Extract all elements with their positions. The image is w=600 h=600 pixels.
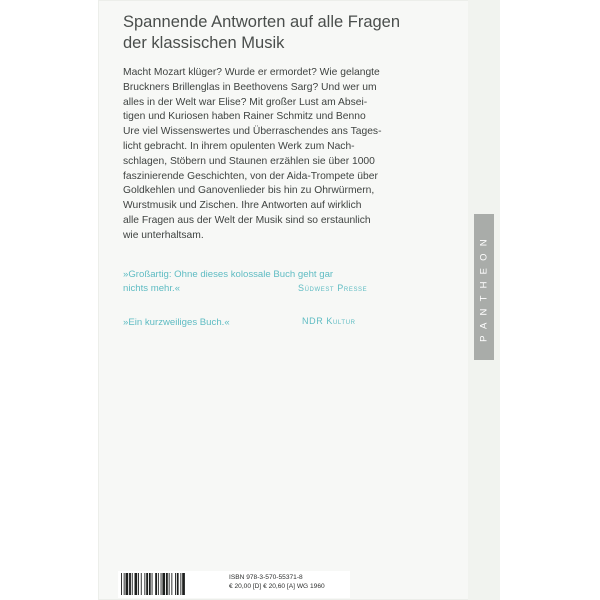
barcode-bar [180, 573, 181, 595]
barcode-bar [144, 573, 145, 595]
barcode-bar [162, 573, 165, 595]
barcode-bar [152, 573, 153, 595]
blurb-line: Wurstmusik und Zischen. Ihre Antworten auf wirklich [123, 200, 362, 212]
barcode-bar [155, 573, 157, 595]
barcode-bar [138, 573, 139, 595]
price-line: € 20,00 [D] € 20,60 [A] WG 1960 [229, 583, 325, 590]
headline-line: der klassischen Musik [123, 34, 285, 52]
blurb-line: Goldkehlen und Ganovenlieder bis hin zu Ohrwürmern, [123, 185, 375, 197]
barcode-bar [126, 573, 129, 595]
blurb-line: schlagen, Stöbern und Staunen erzählen sie über 1000 [123, 155, 375, 167]
barcode-bar [158, 573, 159, 595]
review-source: NDR Kultur [302, 316, 356, 326]
blurb-line: Ure viel Wissenswertes und Überraschendes ans Tages- [123, 126, 382, 138]
blurb-line: faszinierende Geschichten, von der Aida-Trompete über [123, 170, 378, 182]
barcode-bar [175, 573, 176, 595]
barcode-bar [129, 573, 131, 595]
cover-headline [123, 12, 443, 54]
barcode-bar [146, 573, 148, 595]
blurb-line: wie unterhaltsam. [123, 229, 204, 241]
barcode-bar [121, 573, 122, 595]
blurb-line: Macht Mozart klüger? Wurde er ermordet? Wie gelangte [123, 67, 380, 78]
review-quote-line: »Ein kurzweiliges Buch.« [123, 317, 230, 328]
isbn-number: ISBN 978-3-570-55371-8 [229, 574, 303, 581]
review-quote-line: nichts mehr.« [123, 283, 181, 294]
barcode-bar [166, 573, 168, 595]
blurb-line: licht gebracht. In ihrem opulenten Werk zum Nach- [123, 140, 355, 152]
review-quote-line: »Großartig: Ohne dieses kolossale Buch geht gar [123, 269, 334, 280]
barcode-image [120, 573, 224, 595]
publisher-name: PANTHEON [478, 232, 490, 342]
barcode-bar [141, 573, 142, 595]
barcode-bar [177, 573, 179, 595]
barcode-bar [132, 573, 133, 595]
publisher-label [474, 214, 494, 360]
blurb-line: alle Fragen aus der Welt der Musik sind so erstaunlich [123, 214, 371, 226]
barcode-bar [171, 573, 172, 595]
isbn-block [229, 573, 325, 591]
barcode-bar [161, 573, 162, 595]
barcode-bar [149, 573, 151, 595]
barcode-bar [135, 573, 138, 595]
barcode-bar [124, 573, 125, 595]
headline-line: Spannende Antworten auf alle Fragen [123, 13, 401, 31]
review-source: Südwest Presse [298, 283, 368, 293]
barcode-bar [169, 573, 170, 595]
blurb-line: alles in der Welt war Elise? Mit großer Lust am Absei- [123, 96, 368, 108]
barcode-panel [118, 571, 350, 598]
barcode-bar [182, 573, 185, 595]
blurb-line: tigen und Kuriosen haben Rainer Schmitz und Benno [123, 111, 366, 123]
blurb-text [123, 66, 463, 244]
blurb-line: Bruckners Brillenglas in Beethovens Sarg? Und wer um [123, 81, 377, 93]
review-quote [123, 316, 230, 330]
